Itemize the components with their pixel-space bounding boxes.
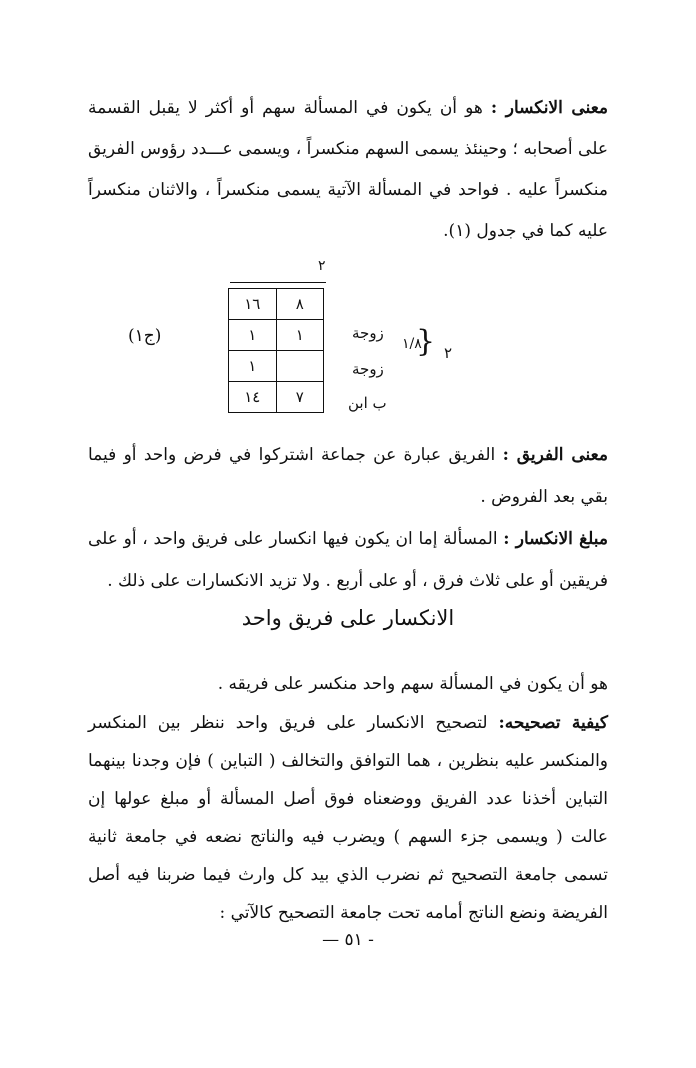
heir-label: ب ابن (348, 394, 387, 412)
definition-correction: لتصحيح الانكسار على فريق واحد ننظر بين المنكسر والمنكسر عليه بنظرين ، هما التوافق والتخالف ( التباين ) فإن وجدنا بينهما التباين أخذنا عدد الفريق ووضعناه فوق أصل المسألة أو مبلغ عولها إن عالت ( ويسمى جزء السهم ) ويضرب فيه والناتج نضعه في جامعة ثانية تسمى جامعة التصحيح ثم نضرب الذي بيد كل وارث فيما ضربنا فيه أصل الفريضة ونضع الناتج أمامه تحت جامعة التصحيح كالآتي : (88, 713, 608, 923)
paragraph-meaning-of-fariq (88, 434, 608, 518)
table-row (229, 382, 324, 413)
table-row (229, 351, 324, 382)
table-cell: ١٦ (229, 289, 277, 320)
definition-fariq: الفريق عبارة عن جماعة اشتركوا في فرض واحد أو فيما بقي بعد الفروض . (88, 445, 608, 507)
term-correction: كيفية تصحيحه: (498, 713, 608, 733)
table-cell: ٨ (276, 289, 324, 320)
term-inkisar: معنى الانكسار : (490, 98, 609, 118)
share-number: ٢ (444, 344, 453, 362)
page-number: — ٥١ - (322, 930, 374, 950)
brace-symbol: } (416, 324, 436, 359)
paragraph-extent-of-inkisar (88, 518, 608, 602)
table-top-line (230, 282, 326, 283)
table-cell: ١ (229, 320, 277, 351)
table-top-number: ٢ (318, 258, 326, 274)
term-fariq: معنى الفريق : (502, 445, 608, 465)
table-cell (276, 351, 324, 382)
share-fraction: ١/٨ (402, 336, 422, 352)
inheritance-table (228, 288, 324, 413)
definition-inkisar: هو أن يكون في المسألة سهم أو أكثر لا يقبل القسمة على أصحابه ؛ وحينئذ يسمى السهم منكسراً ، ويسمى عـــدد رؤوس الفريق منكسراً عليه . فواحد في المسألة الآتية يسمى منكسراً ، والاثنان منكسراً عليه كما في جدول (١). (88, 98, 608, 241)
definition-extent: المسألة إما ان يكون فيها انكسار على فريق واحد ، أو على فريقين أو على ثلاث فرق ، أو على أربع . ولا تزيد الانكسارات على ذلك . (88, 529, 608, 591)
table-label: (ج١) (128, 326, 162, 346)
section-heading: الانكسار على فريق واحد (241, 606, 455, 630)
table-row (229, 320, 324, 351)
heir-label: زوجة (352, 360, 384, 378)
table-cell: ١ (229, 351, 277, 382)
table-cell: ١ (276, 320, 324, 351)
table-cell: ٧ (276, 382, 324, 413)
term-extent: مبلغ الانكسار : (503, 529, 608, 549)
table-cell: ١٤ (229, 382, 277, 413)
paragraph-meaning-of-inkisar (88, 88, 608, 252)
table-row (229, 289, 324, 320)
definition-single-group: هو أن يكون في المسألة سهم واحد منكسر على فريقه . (217, 674, 608, 694)
paragraph-single-group (88, 664, 608, 705)
heir-label: زوجة (352, 324, 384, 342)
paragraph-correction-method (88, 704, 608, 932)
